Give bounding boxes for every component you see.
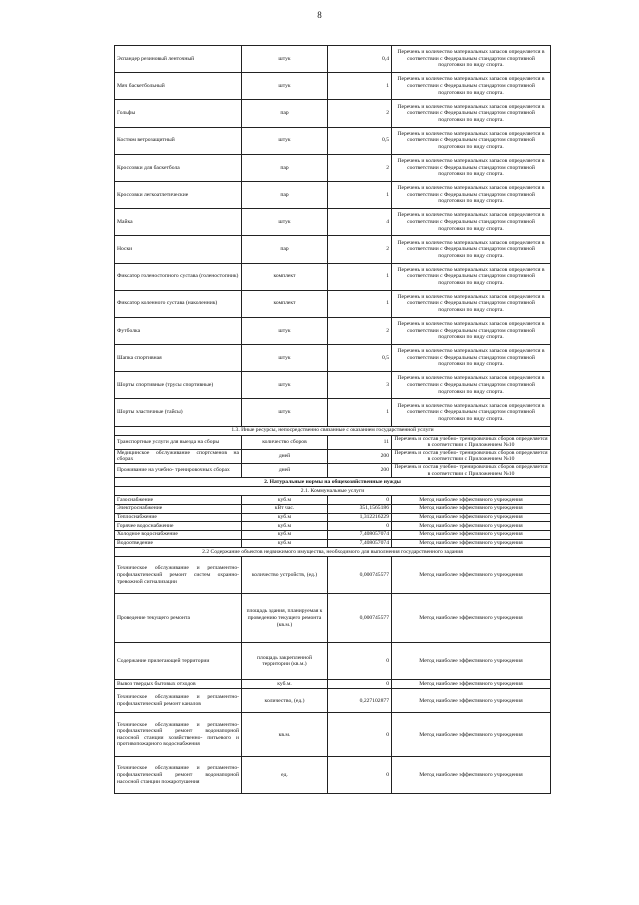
page-number: 8 [317, 10, 322, 20]
item-unit: штук [242, 345, 328, 372]
material-row [115, 399, 551, 426]
utility-row [115, 504, 551, 513]
item-note: Метод наиболее эффективного учреждения [392, 594, 551, 643]
item-unit: площадь здания, планируемая к проведению текущего ремонта (кв.м.) [242, 594, 328, 643]
item-note: Перечень и количество материальных запасов определяется в соответствии с Федеральным стандартом спортивной подготовки по виду спорта. [392, 372, 551, 399]
section-2-header-row [115, 478, 551, 487]
item-value: 200 [328, 464, 392, 478]
item-name: Мяч баскетбольный [115, 73, 242, 100]
item-note: Метод наиболее эффективного учреждения [392, 530, 551, 539]
item-note: Перечень и количество материальных запасов определяется в соответствии с Федеральным стандартом спортивной подготовки по виду спорта. [392, 100, 551, 127]
other-resource-row [115, 449, 551, 463]
item-unit: куб.м [242, 496, 328, 505]
item-value: 2 [328, 236, 392, 263]
item-note: Метод наиболее эффективного учреждения [392, 757, 551, 794]
item-value: 3 [328, 372, 392, 399]
item-note: Перечень и количество материальных запасов определяется в соответствии с Федеральным стандартом спортивной подготовки по виду спорта. [392, 181, 551, 208]
material-row [115, 46, 551, 73]
item-name: Медицинское обслуживание спортсменов на сборах [115, 449, 242, 463]
item-note: Метод наиболее эффективного учреждения [392, 504, 551, 513]
item-value: 2 [328, 154, 392, 181]
item-name: Кроссовки для баскетбола [115, 154, 242, 181]
item-note: Перечень и состав учебно- тренировочных сборов определяется в соответствии с Приложением №10 [392, 435, 551, 449]
item-note: Метод наиболее эффективного учреждения [392, 513, 551, 522]
item-value: 0,5 [328, 127, 392, 154]
item-name: Холодное водоснабжение [115, 530, 242, 539]
item-name: Кроссовки легкоатлетические [115, 181, 242, 208]
material-row [115, 181, 551, 208]
item-note: Перечень и количество материальных запасов определяется в соответствии с Федеральным стандартом спортивной подготовки по виду спорта. [392, 263, 551, 290]
item-value: 1 [328, 290, 392, 317]
item-note: Перечень и количество материальных запасов определяется в соответствии с Федеральным стандартом спортивной подготовки по виду спорта. [392, 290, 551, 317]
item-unit: штук [242, 46, 328, 73]
item-unit: комплект [242, 290, 328, 317]
item-note: Метод наиболее эффективного учреждения [392, 680, 551, 689]
utility-row [115, 522, 551, 531]
utility-row [115, 496, 551, 505]
other-resource-row [115, 464, 551, 478]
property-row [115, 643, 551, 680]
norms-table [114, 45, 551, 794]
other-resources-header-row [115, 426, 551, 435]
property-row [115, 557, 551, 594]
item-value: 1 [328, 399, 392, 426]
item-value: 0 [328, 496, 392, 505]
item-unit: ед. [242, 757, 328, 794]
item-value: 200 [328, 449, 392, 463]
section-2-header: 2. Натуральные нормы на общехозяйственные нужды [115, 478, 551, 487]
item-value: 0,000745577 [328, 594, 392, 643]
item-note: Метод наиболее эффективного учреждения [392, 689, 551, 713]
item-unit: количество, (ед.) [242, 689, 328, 713]
item-unit: пар [242, 154, 328, 181]
item-value: 1 [328, 181, 392, 208]
item-name: Техническое обслуживание и регламентно- профилактический ремонт водонапорной насосной станции хозяйственно- питьевого и противопожарного водоснабжения [115, 713, 242, 757]
item-unit: куб.м [242, 513, 328, 522]
property-row [115, 713, 551, 757]
item-note: Перечень и количество материальных запасов определяется в соответствии с Федеральным стандартом спортивной подготовки по виду спорта. [392, 46, 551, 73]
item-value: 2 [328, 317, 392, 344]
item-value: 0,4 [328, 46, 392, 73]
item-value: 0,000745577 [328, 557, 392, 594]
item-unit: штук [242, 209, 328, 236]
item-unit: количество сборов [242, 435, 328, 449]
item-unit: пар [242, 236, 328, 263]
item-value: 0 [328, 757, 392, 794]
item-name: Футболка [115, 317, 242, 344]
item-note: Перечень и количество материальных запасов определяется в соответствии с Федеральным стандартом спортивной подготовки по виду спорта. [392, 73, 551, 100]
utility-row [115, 539, 551, 548]
item-unit: куб.м [242, 530, 328, 539]
material-row [115, 372, 551, 399]
item-unit: штук [242, 317, 328, 344]
item-unit: штук [242, 73, 328, 100]
material-row [115, 263, 551, 290]
item-value: 0 [328, 713, 392, 757]
item-name: Водоотведение [115, 539, 242, 548]
item-unit: штук [242, 399, 328, 426]
norms-table-body [115, 46, 551, 794]
item-value: 0 [328, 680, 392, 689]
item-value: 0 [328, 643, 392, 680]
item-note: Перечень и количество материальных запасов определяется в соответствии с Федеральным стандартом спортивной подготовки по виду спорта. [392, 127, 551, 154]
item-unit: штук [242, 372, 328, 399]
item-value: 1,312216229 [328, 513, 392, 522]
property-row [115, 757, 551, 794]
property-header-row [115, 548, 551, 557]
item-name: Майка [115, 209, 242, 236]
material-row [115, 154, 551, 181]
item-name: Техническое обслуживание и регламентно- профилактический ремонт каналов [115, 689, 242, 713]
item-name: Газоснабжение [115, 496, 242, 505]
item-unit: штук [242, 127, 328, 154]
item-value: 0 [328, 522, 392, 531]
material-row [115, 127, 551, 154]
other-resources-header: 1.3. Иные ресурсы, непосредственно связанные с оказанием государственной услуги [115, 426, 551, 435]
item-unit: количество устройств, (ед.) [242, 557, 328, 594]
item-note: Перечень и состав учебно- тренировочных сборов определяется в соответствии с Приложением №10 [392, 464, 551, 478]
item-value: 0,227102877 [328, 689, 392, 713]
item-unit: куб.м. [242, 680, 328, 689]
utilities-header: 2.1. Коммунальные услуги [115, 487, 551, 496]
other-resource-row [115, 435, 551, 449]
item-note: Перечень и количество материальных запасов определяется в соответствии с Федеральным стандартом спортивной подготовки по виду спорта. [392, 236, 551, 263]
item-unit: комплект [242, 263, 328, 290]
item-name: Костюм ветрозащитный [115, 127, 242, 154]
item-unit: кВт час. [242, 504, 328, 513]
item-name: Шорты эластичные (тайсы) [115, 399, 242, 426]
item-note: Метод наиболее эффективного учреждения [392, 557, 551, 594]
item-name: Вывоз твердых бытовых отходов [115, 680, 242, 689]
item-name: Теплоснабжение [115, 513, 242, 522]
item-unit: пар [242, 100, 328, 127]
item-name: Шапка спортивная [115, 345, 242, 372]
item-note: Метод наиболее эффективного учреждения [392, 643, 551, 680]
material-row [115, 73, 551, 100]
material-row [115, 317, 551, 344]
material-row [115, 345, 551, 372]
utilities-header-row [115, 487, 551, 496]
item-name: Проживание на учебно- тренировочных сборах [115, 464, 242, 478]
item-name: Эспандер резиновый ленточный [115, 46, 242, 73]
property-header: 2.2 Содержание объектов недвижимого имущества, необходимого для выполнения государственного задания [115, 548, 551, 557]
item-unit: дней [242, 464, 328, 478]
property-row [115, 680, 551, 689]
item-unit: дней [242, 449, 328, 463]
item-value: 1 [328, 73, 392, 100]
item-unit: площадь закрепленной территории (кв.м.) [242, 643, 328, 680]
item-unit: куб.м [242, 522, 328, 531]
property-row [115, 689, 551, 713]
item-unit: куб.м [242, 539, 328, 548]
item-name: Горячее водоснабжение [115, 522, 242, 531]
item-unit: пар [242, 181, 328, 208]
item-note: Метод наиболее эффективного учреждения [392, 713, 551, 757]
item-value: 351,1565186 [328, 504, 392, 513]
item-note: Перечень и количество материальных запасов определяется в соответствии с Федеральным стандартом спортивной подготовки по виду спорта. [392, 317, 551, 344]
item-value: 7,408057074 [328, 539, 392, 548]
item-name: Фиксатор коленного сустава (наколенник) [115, 290, 242, 317]
item-name: Носки [115, 236, 242, 263]
item-note: Метод наиболее эффективного учреждения [392, 522, 551, 531]
item-name: Техническое обслуживание и регламентно- профилактический ремонт водонапорной насосной станции пожаротушения [115, 757, 242, 794]
item-value: 2 [328, 100, 392, 127]
item-name: Гольфы [115, 100, 242, 127]
item-name: Техническое обслуживание и регламентно- профилактический ремонт систем охранно- тревожной сигнализации [115, 557, 242, 594]
item-value: 1 [328, 263, 392, 290]
item-note: Метод наиболее эффективного учреждения [392, 539, 551, 548]
item-note: Метод наиболее эффективного учреждения [392, 496, 551, 505]
item-value: 7,408057074 [328, 530, 392, 539]
item-name: Электроснабжение [115, 504, 242, 513]
item-note: Перечень и количество материальных запасов определяется в соответствии с Федеральным стандартом спортивной подготовки по виду спорта. [392, 154, 551, 181]
item-note: Перечень и количество материальных запасов определяется в соответствии с Федеральным стандартом спортивной подготовки по виду спорта. [392, 345, 551, 372]
material-row [115, 209, 551, 236]
item-name: Шорты спортивные (трусы спортивные) [115, 372, 242, 399]
item-note: Перечень и состав учебно- тренировочных сборов определяется в соответствии с Приложением №10 [392, 449, 551, 463]
property-row [115, 594, 551, 643]
item-name: Проведение текущего ремонта [115, 594, 242, 643]
item-value: 4 [328, 209, 392, 236]
item-name: Содержание прилегающей территории [115, 643, 242, 680]
utility-row [115, 530, 551, 539]
item-value: 11 [328, 435, 392, 449]
material-row [115, 236, 551, 263]
item-name: Фиксатор голеностопного сустава (голеностопник) [115, 263, 242, 290]
item-note: Перечень и количество материальных запасов определяется в соответствии с Федеральным стандартом спортивной подготовки по виду спорта. [392, 209, 551, 236]
item-name: Транспортные услуги для выезда на сборы [115, 435, 242, 449]
item-unit: кв.м. [242, 713, 328, 757]
material-row [115, 100, 551, 127]
item-value: 0,5 [328, 345, 392, 372]
item-note: Перечень и количество материальных запасов определяется в соответствии с Федеральным стандартом спортивной подготовки по виду спорта. [392, 399, 551, 426]
material-row [115, 290, 551, 317]
utility-row [115, 513, 551, 522]
